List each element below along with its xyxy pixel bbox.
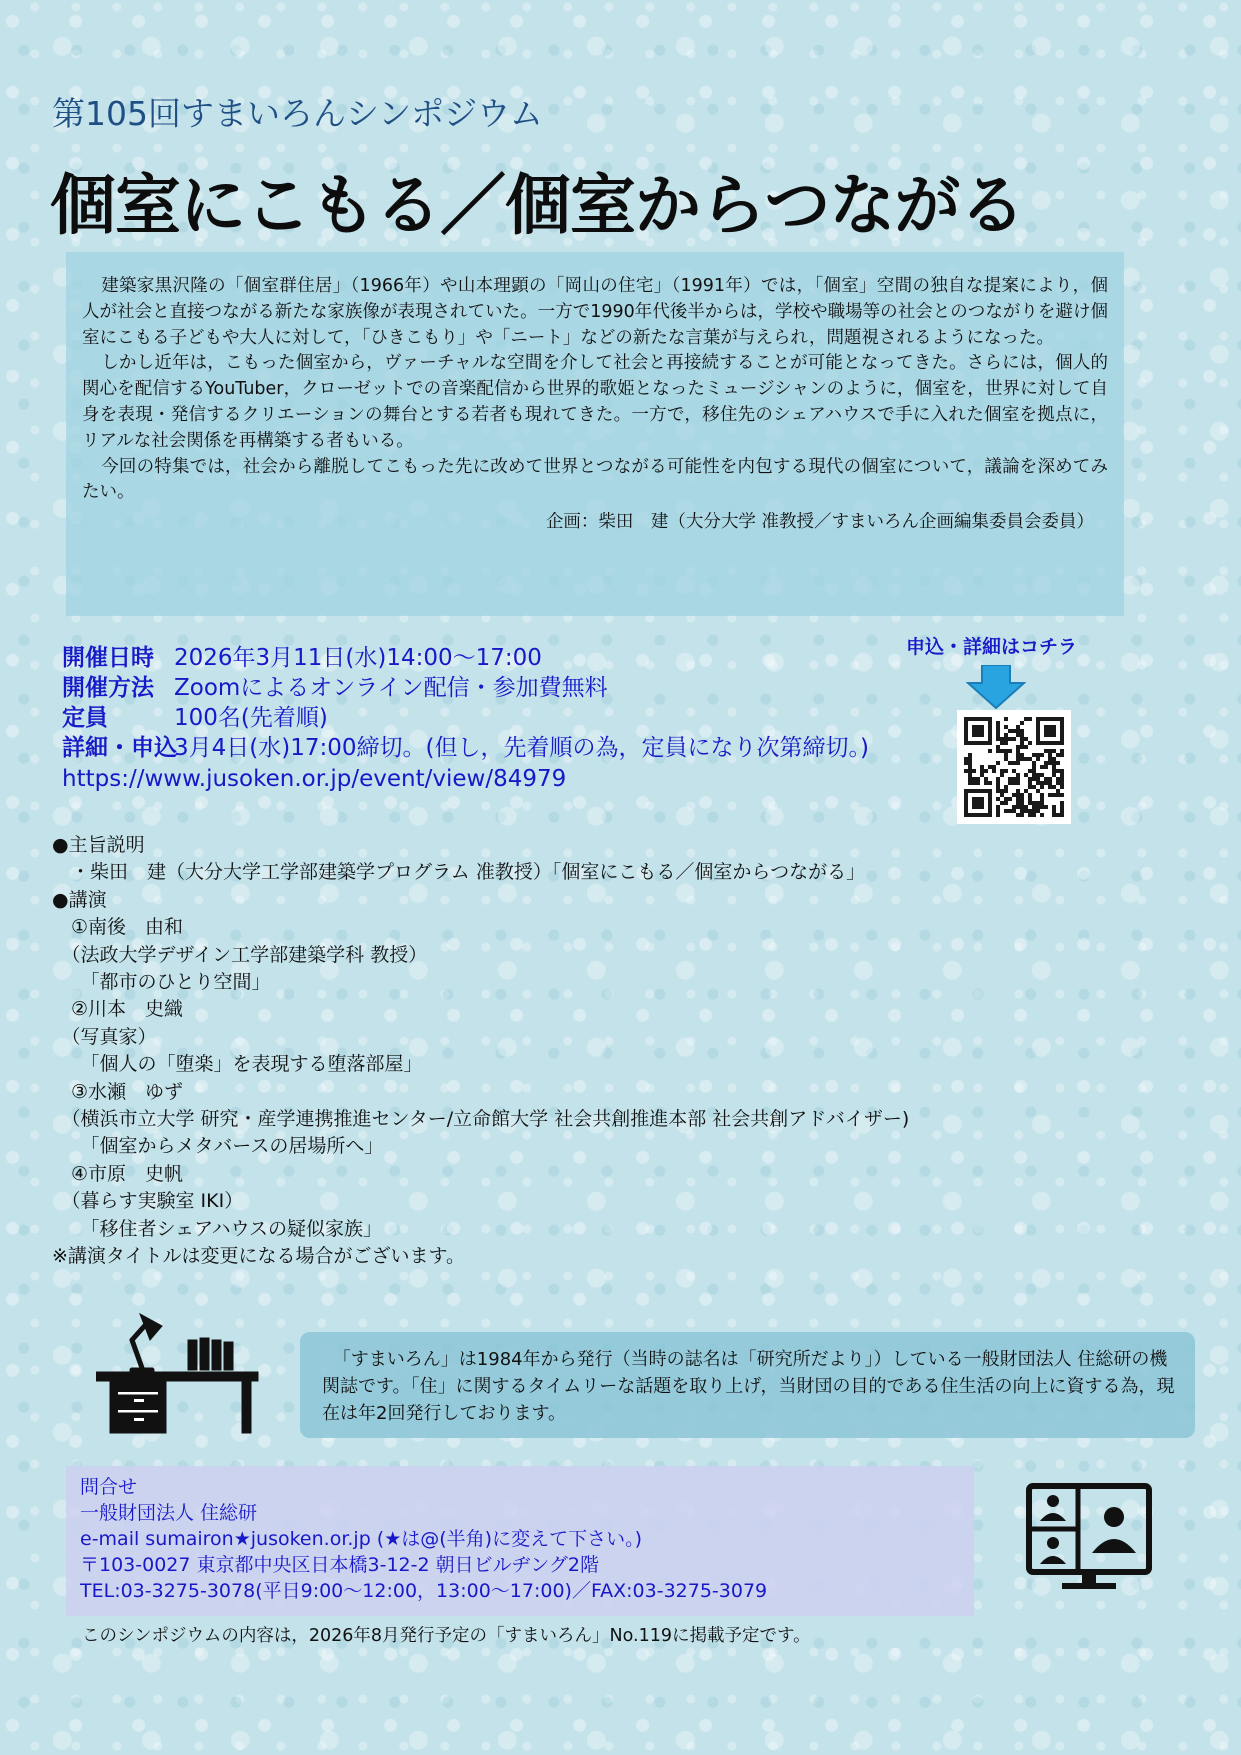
about-sumairon-box [300, 1332, 1195, 1438]
qr-code[interactable] [957, 710, 1071, 824]
program-line: ②川本 史織 [52, 998, 184, 1021]
program-line: 「個人の「堕楽」を表現する堕落部屋」 [52, 1053, 423, 1076]
event-method-value: Zoomによるオンライン配信・参加費無料 [174, 675, 608, 701]
program-line: ※講演タイトルは変更になる場合がございます。 [52, 1245, 466, 1268]
desk-lamp-icon [96, 1310, 266, 1439]
program-line: （写真家） [52, 1025, 157, 1048]
event-capacity-value: 100名(先着順) [174, 705, 328, 731]
contact-email[interactable]: e-mail sumairon★jusoken.or.jp (★は@(半角)に変えて下さい。) [80, 1528, 642, 1550]
intro-paragraph-2: しかし近年は，こもった個室から，ヴァーチャルな空間を介して社会と再接続することが可能となってきた。さらには，個人的関心を配信するYouTuber，クローゼットでの音楽配信から世界的歌姫となったミュージシャンのように，個室を，世界に対して自身を表現・発信するクリエーションの舞台とする若者も現れてきた。一方で，移住先のシェアハウスで手に入れた個室を拠点に，リアルな社会関係を再構築する者もいる。 [82, 353, 1108, 451]
intro-box [66, 252, 1124, 616]
event-date-row [62, 643, 542, 673]
about-sumairon-text: 「すまいろん」は1984年から発行（当時の誌名は「研究所だより」）している一般財団法人 住総研の機関誌です。「住」に関するタイムリーな話題を取り上げ，当財団の目的である住生活の向上に資する為，現在は年2回発行しております。 [322, 1349, 1175, 1424]
page-title: 個室にこもる／個室からつながる [50, 167, 1025, 244]
event-method-row [62, 673, 608, 703]
event-date-label: 開催日時 [62, 645, 154, 671]
contact-address: 〒103-0027 東京都中央区日本橋3-12-2 朝日ビルヂング2階 [80, 1554, 599, 1576]
event-url-link[interactable]: https://www.jusoken.or.jp/event/view/84979 [62, 766, 567, 792]
planner-credit: 企画：柴田 建（大分大学 准教授／すまいろん企画編集委員会委員） [545, 512, 1094, 533]
intro-paragraph-3: 今回の特集では，社会から離脱してこもった先に改めて世界とつながる可能性を内包する現代の個室について，議論を深めてみたい。 [82, 456, 1108, 503]
program-line: ①南後 由和 [52, 916, 184, 939]
program-line: 「個室からメタバースの居場所へ」 [52, 1135, 384, 1158]
contact-box [66, 1466, 974, 1616]
program-line: ●講演 [52, 888, 107, 911]
contact-phone-fax: TEL:03-3275-3078(平日9:00～12:00，13:00～17:00)／FAX:03-3275-3079 [80, 1580, 768, 1602]
program-line: 「移住者シェアハウスの疑似家族」 [52, 1217, 383, 1240]
program-line: （暮らす実験室 IKI） [52, 1190, 244, 1213]
contact-heading: 問合せ [80, 1476, 138, 1498]
intro-paragraph-1: 建築家黒沢隆の「個室群住居」（1966年）や山本理顕の「岡山の住宅」（1991年）では，「個室」空間の独自な提案により，個人が社会と直接つながる新たな家族像が表現されていた。一方で1990年代後半からは，学校や職場等の社会とのつながりを避け個室にこもる子どもや大人に対して，「ひきこもり」や「ニート」などの新たな言葉が与えられ，問題視されるようになった。 [82, 276, 1108, 348]
program-line: 「都市のひとり空間」 [52, 971, 271, 994]
event-apply-row [62, 733, 869, 763]
publication-note: このシンポジウムの内容は，2026年8月発行予定の「すまいろん」No.119に掲載予定です。 [82, 1626, 811, 1646]
program-line: ③水瀬 ゆず [52, 1080, 184, 1103]
arrow-down-icon [966, 665, 1026, 713]
contact-organization: 一般財団法人 住総研 [80, 1502, 258, 1524]
event-series-title: 第105回すまいろんシンポジウム [52, 94, 543, 133]
video-conference-icon [1026, 1483, 1152, 1595]
program-line: （横浜市立大学 研究・産学連携推進センター/立命館大学 社会共創推進本部 社会共創アドバイザー) [52, 1108, 910, 1131]
qr-caption: 申込・詳細はコチラ [906, 636, 1078, 658]
event-capacity-row [62, 703, 328, 733]
event-apply-label: 詳細・申込 [62, 735, 177, 761]
event-apply-value: 3月4日(水)17:00締切。(但し，先着順の為，定員になり次第締切。) [174, 735, 869, 761]
event-date-value: 2026年3月11日(水)14:00～17:00 [174, 645, 542, 671]
program-list [52, 832, 909, 1271]
program-line: （法政大学デザイン工学部建築学科 教授） [52, 943, 428, 966]
event-capacity-label: 定員 [62, 705, 108, 731]
event-method-label: 開催方法 [62, 675, 154, 701]
program-line: ●主旨説明 [52, 834, 145, 856]
program-line: ・柴田 建（大分大学工学部建築学プログラム 准教授）「個室にこもる／個室からつながる」 [52, 861, 866, 884]
program-line: ④市原 史帆 [52, 1162, 184, 1185]
